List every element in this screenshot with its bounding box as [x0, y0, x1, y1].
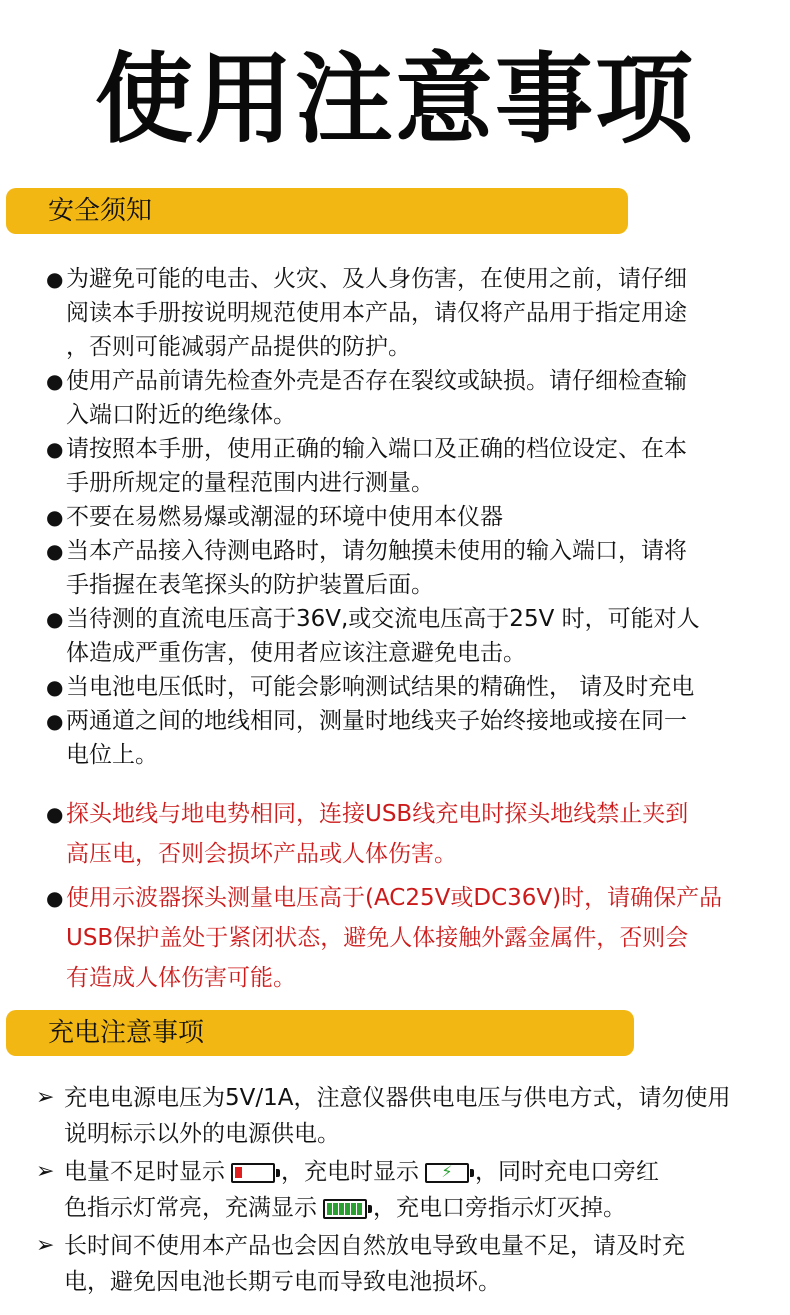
safety-list: [0, 262, 790, 772]
list-item: ➢ 电量不足时显示 ，充电时显示 ⚡ ，同时充电口旁红 色指示灯常亮，充满显示 ，充电口旁指示灯灭掉。: [0, 1154, 790, 1226]
bullet-icon: ●: [46, 267, 64, 291]
warning-list: [0, 794, 790, 998]
bullet-icon: ●: [46, 709, 64, 733]
warning-item: ● 探头地线与地电势相同，连接USB线充电时探头地线禁止夹到 高压电，否则会损坏产品或人体伤害。: [0, 794, 790, 874]
battery-charging-icon: ⚡: [425, 1163, 469, 1183]
battery-full-icon: [323, 1199, 367, 1219]
bullet-icon: ●: [46, 607, 64, 631]
warning-item: ● 使用示波器探头测量电压高于(AC25V或DC36V)时，请确保产品 USB保护盖处于紧闭状态，避免人体接触外露金属件，否则会 有造成人体伤害可能。: [0, 878, 790, 998]
section-heading-charging: 充电注意事项: [6, 1010, 634, 1056]
arrow-icon: ➢: [36, 1233, 55, 1258]
list-item: ● 使用产品前请先检查外壳是否存在裂纹或缺损。请仔细检查输 入端口附近的绝缘体。: [0, 364, 790, 432]
charging-list: [0, 1080, 790, 1300]
list-item: ➢ 充电电源电压为5V/1A，注意仪器供电电压与供电方式，请勿使用 说明标示以外的电源供电。: [0, 1080, 790, 1152]
list-item: ● 当本产品接入待测电路时，请勿触摸未使用的输入端口，请将 手指握在表笔探头的防护装置后面。: [0, 534, 790, 602]
bullet-icon: ●: [46, 505, 64, 529]
section-heading-safety: 安全须知: [6, 188, 628, 234]
list-item: ● 当电池电压低时，可能会影响测试结果的精确性， 请及时充电: [0, 670, 790, 704]
bullet-icon: ●: [46, 802, 64, 826]
arrow-icon: ➢: [36, 1085, 55, 1110]
battery-low-icon: [231, 1163, 275, 1183]
list-item: ● 两通道之间的地线相同，测量时地线夹子始终接地或接在同一 电位上。: [0, 704, 790, 772]
list-item: ● 当待测的直流电压高于36V,或交流电压高于25V 时，可能对人 体造成严重伤害，使用者应该注意避免电击。: [0, 602, 790, 670]
page-title: 使用注意事项: [94, 43, 695, 157]
list-item: ● 请按照本手册，使用正确的输入端口及正确的档位设定、在本 手册所规定的量程范围内进行测量。: [0, 432, 790, 500]
list-item: ● 不要在易燃易爆或潮湿的环境中使用本仪器: [0, 500, 790, 534]
bullet-icon: ●: [46, 886, 64, 910]
list-item: ● 为避免可能的电击、火灾、及人身伤害，在使用之前，请仔细 阅读本手册按说明规范使用本产品，请仅将产品用于指定用途 ，否则可能减弱产品提供的防护。: [0, 262, 790, 364]
bullet-icon: ●: [46, 539, 64, 563]
list-item: ➢ 长时间不使用本产品也会因自然放电导致电量不足，请及时充 电，避免因电池长期亏电而导致电池损坏。: [0, 1228, 790, 1300]
bullet-icon: ●: [46, 437, 64, 461]
bullet-icon: ●: [46, 369, 64, 393]
bullet-icon: ●: [46, 675, 64, 699]
arrow-icon: ➢: [36, 1159, 55, 1184]
